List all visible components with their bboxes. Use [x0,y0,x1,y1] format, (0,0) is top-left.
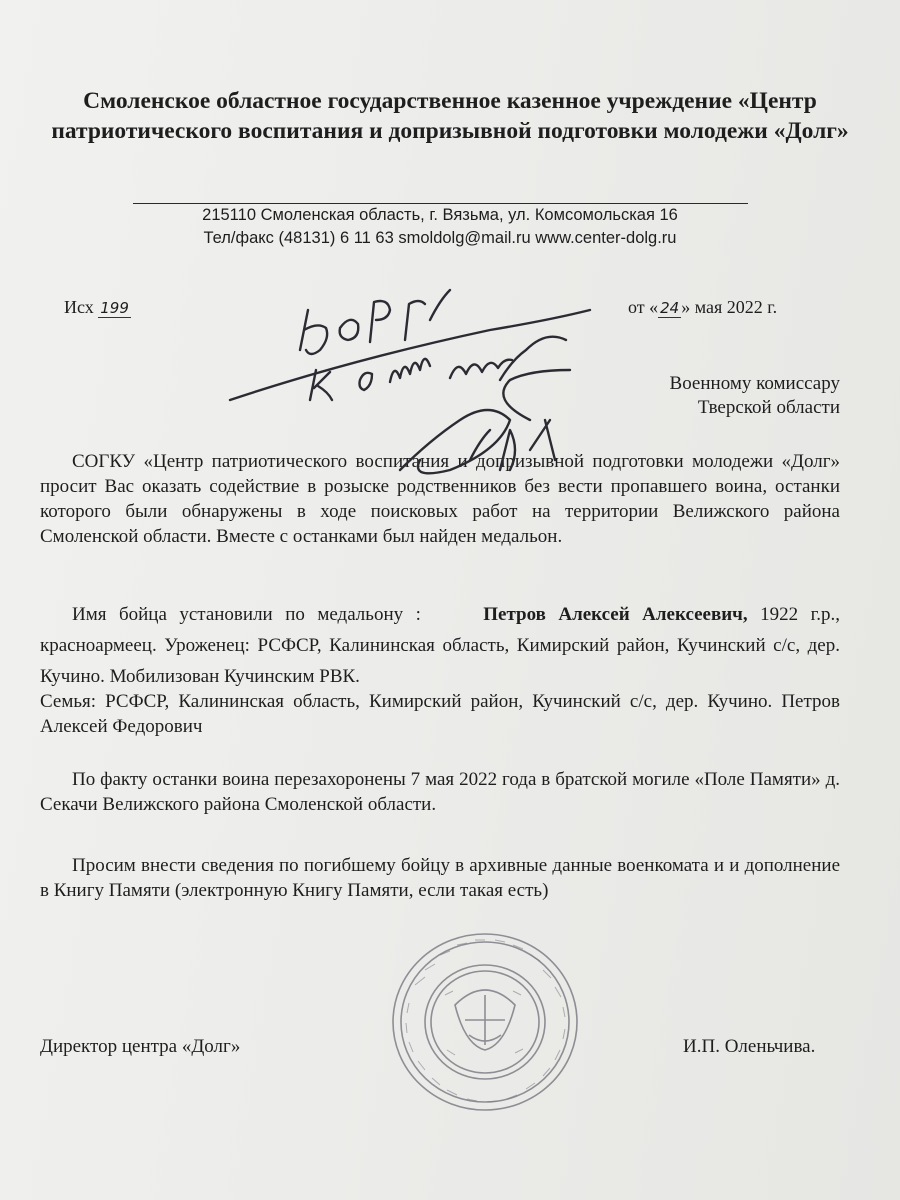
soldier-details: 1922 г.р., красноармеец. Уроженец: РСФСР, Калининская область, Кимирский район, Кучинский с/с, дер. Кучино. Мобилизован Кучинским РВК. [40,604,841,687]
resolution-line-1: ЮОПР [305,332,309,333]
addressee-block [600,372,840,420]
signatory-position: Директор центра «Долг» [40,1036,241,1057]
outgoing-number: 199 [100,299,129,317]
soldier-intro: Имя бойца установили по медальону : [72,604,421,625]
outgoing-label: Исх [64,297,94,317]
official-stamp [385,925,585,1120]
family-text: Семья: РСФСР, Калининская область, Кимирский район, Кучинский с/с, дер. Кучино. Петров Алексей Федорович [40,691,840,737]
date-suffix: » мая 2022 г. [681,297,778,317]
organization-title: Смоленское областное государственное казенное учреждение «Центр патриотического воспитания и допризывной подготовки молодежи «Долг» [51,88,849,144]
addressee-line-1: Военному комиссару [669,373,840,394]
reburial-text: По факту останки воина перезахоронены 7 мая 2022 года в братской могиле «Поле Памяти» д. Секачи Велижского района Смоленской области. [40,769,840,815]
resolution-line-2: к исполн [310,395,315,396]
archive-request-text: Просим внести сведения по погибшему бойцу в архивные данные военкомата и и дополнение в Книгу Памяти (электронную Книгу Памяти, если такая есть) [40,855,840,901]
organization-address: 215110 Смоленская область, г. Вязьма, ул. Комсомольская 16 [202,206,678,224]
paragraph-archive-request [40,853,840,903]
paragraph-reburial [40,767,840,817]
paragraph-request [40,449,840,549]
organization-phone-email-web: Тел/факс (48131) 6 11 63 smoldolg@mail.ru www.center-dolg.ru [203,229,677,247]
paragraph-request-text: СОГКУ «Центр патриотического воспитания и допризывной подготовки молодежи «Долг» просит Вас оказать содействие в розыске родственников без вести пропавшего воина, останки которого были обнаружены в ходе поисковых работ на территории Велижского района Смоленской области. Вместе с останками был найден медальон. [40,451,840,547]
paragraph-family [40,689,840,739]
soldier-name: Петров Алексей Алексеевич, [483,604,748,625]
paragraph-soldier [40,599,840,692]
outgoing-reference [64,297,131,318]
addressee-line-2: Тверской области [697,397,840,418]
date-day: 24 [660,299,680,317]
organization-contacts [140,204,740,250]
signatory-name: И.П. Оленьчива. [683,1036,816,1057]
date-prefix: от « [628,297,659,317]
letter-date [628,297,777,318]
